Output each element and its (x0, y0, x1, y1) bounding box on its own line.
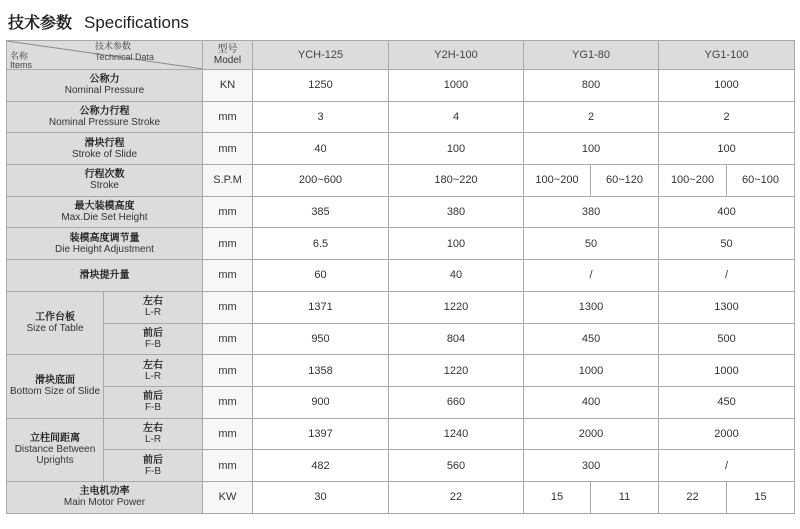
sublabel-cn: 左右 (143, 359, 163, 371)
table-row (7, 291, 795, 323)
sublabel-fb (104, 386, 203, 418)
model-header-cell (203, 41, 253, 70)
table-row (7, 450, 795, 482)
value-cell: 200~600 (253, 165, 389, 197)
corner-items-cn: 名称 (10, 52, 29, 62)
value-cell: 3 (253, 101, 389, 133)
value-cell: 100 (659, 133, 795, 165)
model-yg1-80: YG1-80 (524, 41, 659, 70)
value-cell: 15 (727, 481, 795, 513)
unit-cell: mm (203, 260, 253, 292)
value-cell: 6.5 (253, 228, 389, 260)
value-cell: 180~220 (389, 165, 524, 197)
value-cell: 4 (389, 101, 524, 133)
sublabel-cn: 左右 (143, 422, 163, 434)
sublabel-en: F-B (144, 465, 162, 477)
sublabel-en: F-B (144, 402, 162, 414)
row-label-table-size (7, 291, 104, 354)
value-cell: 1220 (389, 355, 524, 387)
value-cell: 400 (524, 386, 659, 418)
value-cell: 50 (659, 228, 795, 260)
unit-cell: mm (203, 133, 253, 165)
model-en: Model (213, 55, 242, 66)
value-cell: 300 (524, 450, 659, 482)
unit-cell: S.P.M (203, 165, 253, 197)
unit-cell: mm (203, 323, 253, 355)
row-label-slide-bottom (7, 355, 104, 418)
value-cell: 2000 (659, 418, 795, 450)
value-cell: / (524, 260, 659, 292)
table-row (7, 355, 795, 387)
value-cell: 2 (659, 101, 795, 133)
unit-cell: mm (203, 418, 253, 450)
title-cn: 技术参数 (8, 13, 73, 32)
sublabel-cn: 前后 (143, 391, 163, 403)
row-label-motor (7, 481, 203, 513)
label-en: Nominal Pressure (64, 85, 145, 97)
value-cell: 2 (524, 101, 659, 133)
unit-cell: mm (203, 196, 253, 228)
value-cell: 100~200 (659, 165, 727, 197)
table-row (7, 70, 795, 102)
corner-items-en: Items (10, 60, 33, 70)
model-ych-125: YCH-125 (253, 41, 389, 70)
label-cn: 滑块行程 (84, 137, 125, 149)
value-cell: 15 (524, 481, 591, 513)
value-cell: 30 (253, 481, 389, 513)
value-cell: 450 (659, 386, 795, 418)
model-yg1-100: YG1-100 (659, 41, 795, 70)
unit-cell: mm (203, 101, 253, 133)
label-en: Stroke of Slide (71, 148, 138, 160)
table-row (7, 418, 795, 450)
label-cn: 滑块提升量 (79, 269, 130, 281)
sublabel-lr (104, 355, 203, 387)
value-cell: 11 (591, 481, 659, 513)
sublabel-en: L-R (144, 307, 162, 319)
label-cn: 公称力 (89, 74, 120, 86)
unit-cell: mm (203, 355, 253, 387)
label-en: Uprights (36, 455, 74, 467)
value-cell: 804 (389, 323, 524, 355)
value-cell: 1300 (659, 291, 795, 323)
value-cell: 500 (659, 323, 795, 355)
label-en: Size of Table (26, 323, 84, 334)
title-en: Specifications (84, 13, 189, 32)
value-cell: 1240 (389, 418, 524, 450)
model-cn: 型号 (217, 44, 238, 55)
unit-cell: mm (203, 291, 253, 323)
value-cell: 560 (389, 450, 524, 482)
unit-cell: KW (203, 481, 253, 513)
label-cn: 最大装模高度 (74, 201, 135, 213)
label-en: Distance Between (14, 444, 96, 456)
table-row (7, 101, 795, 133)
value-cell: 22 (659, 481, 727, 513)
value-cell: 40 (253, 133, 389, 165)
table-row (7, 196, 795, 228)
label-en: Max.Die Set Height (61, 212, 148, 224)
label-cn: 装模高度调节量 (69, 232, 140, 244)
value-cell: 380 (524, 196, 659, 228)
row-label-nominal-pressure (7, 70, 203, 102)
value-cell: 100 (389, 228, 524, 260)
value-cell: 60 (253, 260, 389, 292)
value-cell: 1000 (524, 355, 659, 387)
value-cell: 1397 (253, 418, 389, 450)
value-cell: 100~200 (524, 165, 591, 197)
sublabel-en: F-B (144, 338, 162, 350)
specifications-table (6, 40, 795, 514)
value-cell: 1220 (389, 291, 524, 323)
value-cell: 1000 (659, 355, 795, 387)
label-cn: 滑块底面 (35, 375, 75, 387)
row-label-strokes (7, 165, 203, 197)
value-cell: / (659, 260, 795, 292)
value-cell: 40 (389, 260, 524, 292)
value-cell: 800 (524, 70, 659, 102)
value-cell: 660 (389, 386, 524, 418)
sublabel-lr (104, 291, 203, 323)
label-en: Nominal Pressure Stroke (48, 117, 161, 129)
sublabel-cn: 左右 (143, 296, 163, 308)
sublabel-fb (104, 450, 203, 482)
sublabel-lr (104, 418, 203, 450)
value-cell: 1000 (659, 70, 795, 102)
table-row (7, 165, 795, 197)
label-cn: 立柱间距离 (30, 433, 80, 445)
label-cn: 主电机功率 (79, 486, 130, 498)
value-cell: 2000 (524, 418, 659, 450)
label-en: Die Height Adjustment (55, 243, 154, 255)
value-cell: 385 (253, 196, 389, 228)
value-cell: 380 (389, 196, 524, 228)
unit-cell: mm (203, 228, 253, 260)
value-cell: 482 (253, 450, 389, 482)
unit-cell: mm (203, 450, 253, 482)
value-cell: 100 (389, 133, 524, 165)
table-row (7, 228, 795, 260)
sublabel-cn: 前后 (143, 327, 163, 339)
unit-cell: KN (203, 70, 253, 102)
sublabel-cn: 前后 (143, 454, 163, 466)
value-cell: 1250 (253, 70, 389, 102)
value-cell: 1000 (389, 70, 524, 102)
table-row (7, 260, 795, 292)
value-cell: 950 (253, 323, 389, 355)
row-label-uprights (7, 418, 104, 481)
row-label-nominal-stroke (7, 101, 203, 133)
row-label-slide-lift (7, 260, 203, 292)
label-cn: 公称力行程 (79, 106, 130, 118)
corner-technical-en: Technical Data (95, 52, 155, 62)
corner-technical-cn: 技术参数 (95, 42, 132, 52)
value-cell: 1371 (253, 291, 389, 323)
value-cell: 450 (524, 323, 659, 355)
corner-header-cell (7, 41, 203, 70)
page-title (8, 10, 189, 33)
value-cell: 1300 (524, 291, 659, 323)
label-cn: 工作台板 (35, 312, 75, 323)
value-cell: 100 (524, 133, 659, 165)
table-row (7, 323, 795, 355)
value-cell: 900 (253, 386, 389, 418)
header-row (7, 41, 795, 70)
row-label-slide-stroke (7, 133, 203, 165)
value-cell: 22 (389, 481, 524, 513)
value-cell: 50 (524, 228, 659, 260)
model-y2h-100: Y2H-100 (389, 41, 524, 70)
sublabel-fb (104, 323, 203, 355)
value-cell: 400 (659, 196, 795, 228)
unit-cell: mm (203, 386, 253, 418)
value-cell: 60~120 (591, 165, 659, 197)
row-label-max-die (7, 196, 203, 228)
label-en: Stroke (90, 180, 119, 192)
table-row (7, 386, 795, 418)
value-cell: / (659, 450, 795, 482)
value-cell: 60~100 (727, 165, 795, 197)
sublabel-en: L-R (144, 370, 162, 382)
value-cell: 1358 (253, 355, 389, 387)
table-row (7, 481, 795, 513)
row-label-die-adjust (7, 228, 203, 260)
label-en: Bottom Size of Slide (9, 386, 101, 398)
label-cn: 行程次数 (84, 169, 125, 181)
sublabel-en: L-R (144, 433, 162, 445)
table-row (7, 133, 795, 165)
label-en: Main Motor Power (63, 497, 146, 509)
